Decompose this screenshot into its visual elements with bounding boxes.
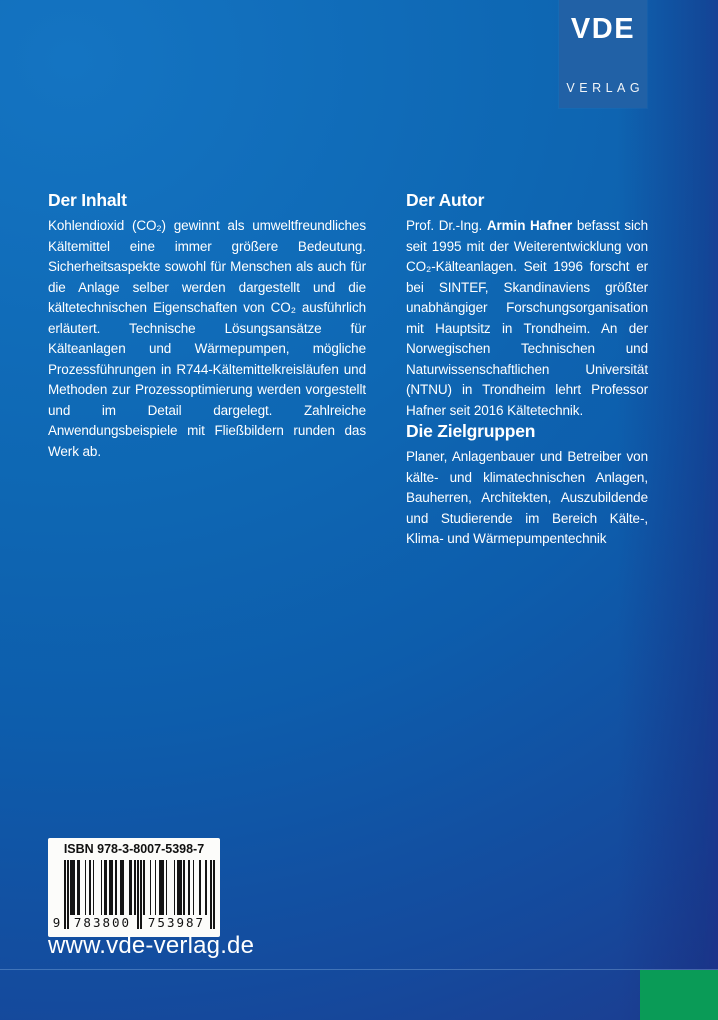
barcode-bar: [213, 860, 215, 929]
green-corner-mark: [640, 970, 718, 1020]
barcode-bars: [52, 860, 215, 932]
autor-rest: befasst sich seit 1995 mit der Weiterentwicklung von CO₂-Kälteanlagen. Seit 1996 forscht er bei SINTEF, Skandinaviens größter unabhängiger Forschungsorganisation mit Hauptsitz in Trondheim. An der Norwegischen Technischen und Naturwissenschaftlichen Universität (NTNU) in Trondheim lehrt Professor Hafner seit 2016 Kältetechnik.: [406, 218, 648, 418]
barcode-bar: [105, 860, 107, 915]
barcode-bar: [205, 860, 207, 915]
barcode-bar: [137, 860, 139, 929]
back-cover-text-columns: [48, 190, 648, 550]
barcode-bar: [85, 860, 87, 915]
section-title-inhalt: Der Inhalt: [48, 190, 127, 210]
barcode-bar: [163, 860, 165, 915]
section-title-zielgruppen: Die Zielgruppen: [406, 421, 536, 441]
barcode-bar: [89, 860, 91, 915]
vde-logo-text: VDE: [570, 13, 636, 45]
barcode-bar: [67, 860, 69, 929]
barcode-bar: [199, 860, 201, 915]
barcode-bar: [193, 860, 195, 915]
barcode-bar: [183, 860, 185, 915]
inhalt-paragraph: Kohlendioxid (CO₂) gewinnt als umweltfreundliches Kältemittel eine immer größere Bedeutung. Sicherheitsaspekte sowohl für Menschen als auch für die Anlage selber werden dargestellt und die kältetechnischen Eigenschaften von CO₂ ausführlich erläutert. Technische Lösungsansätze für Kälteanlagen und Wärmepumpen, mögliche Prozessführungen in R744-Kältemittelkreisläufen und Methoden zur Prozessoptimierung werden vorgestellt und im Detail dargelegt. Zahlreiche Anwendungsbeispiele mit Fließbildern runden das Werk ab.: [48, 218, 366, 459]
cover-edge-line: [0, 969, 718, 970]
barcode-bar: [155, 860, 157, 915]
column-autor-zielgruppen: [406, 190, 648, 550]
barcode-digit-lead: 9: [52, 915, 61, 930]
barcode-bar: [180, 860, 182, 915]
isbn-barcode-box: [48, 838, 220, 937]
barcode-bar: [188, 860, 190, 915]
publisher-website: www.vde-verlag.de: [48, 932, 255, 959]
autor-intro: Prof. Dr.-Ing.: [406, 218, 487, 233]
barcode-bar: [166, 860, 168, 915]
verlag-logo-text: VERLAG: [566, 81, 645, 95]
barcode-bar: [140, 860, 142, 929]
barcode-bar: [174, 860, 176, 915]
section-title-autor: Der Autor: [406, 190, 485, 210]
barcode-bar: [150, 860, 152, 915]
barcode-bar: [101, 860, 103, 915]
barcode-digits-right: 753987: [147, 915, 206, 930]
barcode-digits-left: 783800: [73, 915, 132, 930]
barcode-bar: [131, 860, 133, 915]
barcode-bar: [115, 860, 117, 915]
autor-paragraph: [406, 216, 648, 421]
barcode-bar: [123, 860, 125, 915]
column-inhalt: [48, 190, 366, 550]
barcode-bar: [74, 860, 76, 915]
isbn-number: ISBN 978-3-8007-5398-7: [63, 842, 205, 856]
barcode-bar: [143, 860, 145, 915]
barcode-bar: [134, 860, 136, 915]
barcode-bar: [112, 860, 114, 915]
zielgruppen-paragraph: Planer, Anlagenbauer und Betreiber von kälte- und klimatechnischen Anlagen, Bauherren, Architekten, Auszubildende und Studierende im Bereich Kälte-, Klima- und Wärmepumpentechnik: [406, 449, 648, 546]
autor-name: Armin Hafner: [486, 218, 573, 233]
barcode-bar: [64, 860, 66, 929]
barcode-bar: [210, 860, 212, 929]
barcode-bar: [93, 860, 95, 915]
barcode-bar: [78, 860, 80, 915]
vde-verlag-logo: [559, 0, 647, 108]
